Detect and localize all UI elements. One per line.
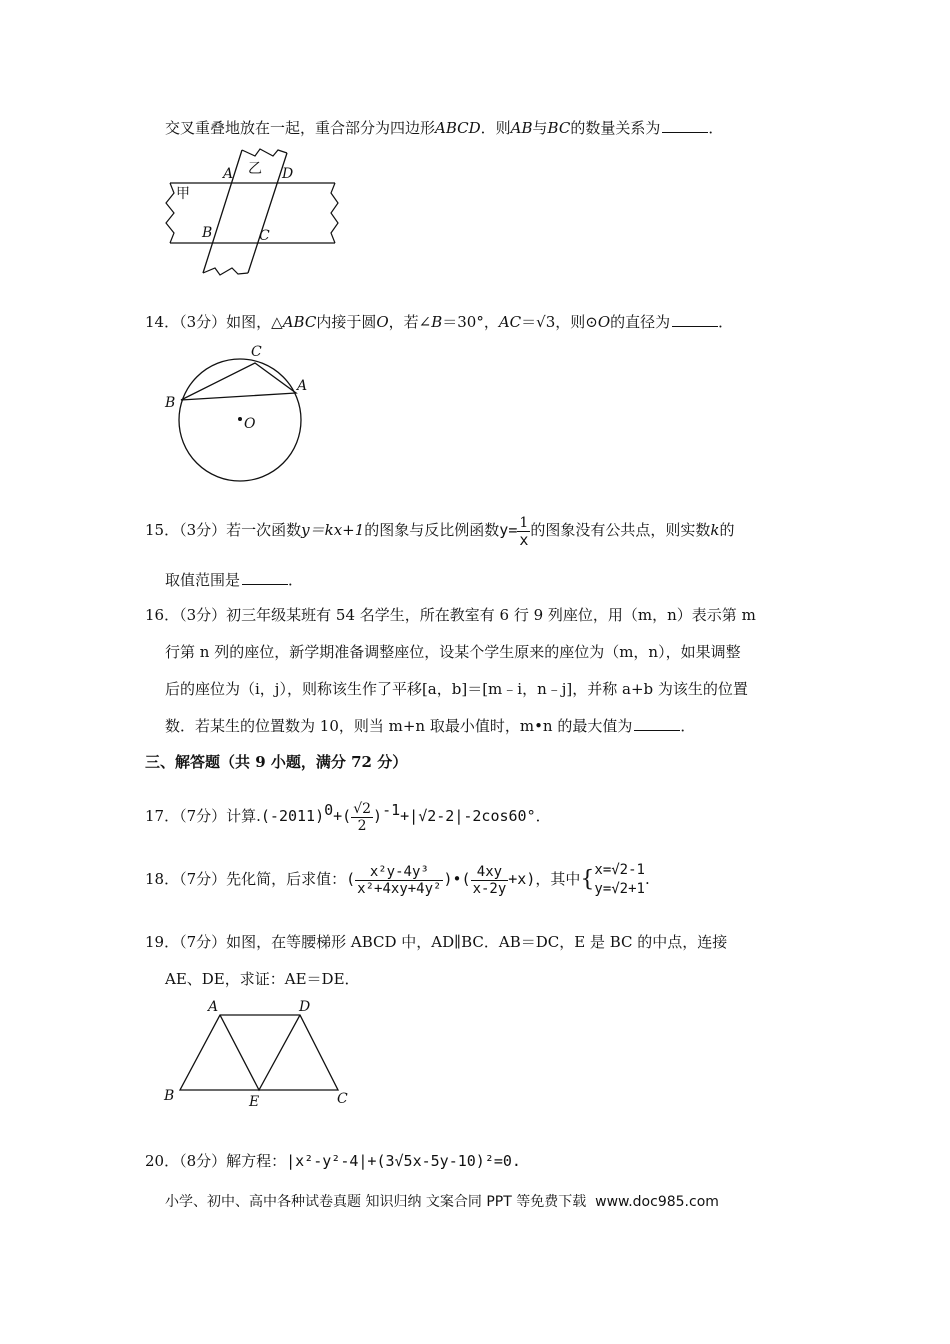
answer-blank [242,570,288,585]
label-C: C [259,228,270,244]
q16-line3: 后的座位为（i，j），则称该生作了平移[a，b]＝[m﹣i，n﹣j]，并称 a+b 为该生的位置 [165,680,748,698]
label-B: B [202,225,213,241]
answer-blank [634,716,680,731]
label-A: A [223,166,234,182]
label-C: C [337,1091,348,1107]
q15-line2: 取值范围是 ． [165,571,304,589]
q18-line: 18．（7分）先化简，后求值：( $\frac{\text{x²y-4y³}}{\text{x²+4xy+4y²}}$ )•( $\frac{4xy}{x-2y}$ +x)，其中{ x=√2-1 y=√2+1 . [145,862,650,897]
label-C: C [251,344,262,360]
label-B: B [165,395,176,411]
answer-blank [662,118,708,133]
q19-figure [160,995,360,1110]
q17-line: 17．（7分）计算$.(-2011)^0+$( $\frac{√2}{2}$ )$^{-1}$+|√2-2|-2cos60°． [145,800,551,834]
label-O: O [244,416,256,432]
label-A: A [208,999,219,1015]
q16-line1: 16．（3分）初三年级某班有 54 名学生，所在教室有 6 行 9 列座位，用（m，n）表示第 m [145,606,756,624]
label-jia: 甲 [176,186,190,202]
footer-url[interactable]: www.doc985.com [595,1194,719,1210]
q14-figure [160,340,320,485]
q13-figure [160,148,350,278]
label-D: D [299,999,311,1015]
q20-line: 20．（8分）解方程：|x²-y²-4|+(3√5x-5y-10)²=0. [145,1152,521,1170]
answer-blank [672,312,718,327]
fraction: $\frac{1}{x}$ [519,514,529,549]
page-footer: 小学、初中、高中各种试卷真题 知识归纳 文案合同 PPT 等免费下载 www.doc985.com [165,1194,719,1210]
q19-line2: AE、DE，求证：AE＝DE． [165,970,360,988]
fraction: $\frac{4xy}{x-2y}$ [472,863,507,897]
q14-line: 14．（3分）如图，△ABC内接于圆O，若∠B＝30°，AC＝√3，则⊙O的直径为 ． [145,313,734,331]
q16-line4: 数．若某生的位置数为 10，则当 m+n 取最小值时，m•n 的最大值为 ． [165,717,696,735]
label-D: D [282,166,294,182]
fraction: $\frac{\text{x²y-4y³}}{\text{x²+4xy+4y²}}$ [357,863,442,897]
label-yi: 乙 [248,161,262,177]
q19-line1: 19．（7分）如图，在等腰梯形 ABCD 中，AD∥BC．AB＝DC，E 是 BC 的中点，连接 [145,933,728,951]
q13-line: 交叉重叠地放在一起，重合部分为四边形ABCD．则AB与BC的数量关系为 ． [165,119,724,137]
label-E: E [249,1094,260,1110]
fraction: $\frac{√2}{2}$ [353,800,372,834]
label-B: B [164,1088,175,1104]
q16-line2: 行第 n 列的座位，新学期准备调整座位，设某个学生原来的座位为（m，n），如果调整 [165,643,741,661]
q15-line1: 15．（3分）若一次函数y＝kx+1的图象与反比例函数y= $\frac{1}{x}$ 的图象没有公共点，则实数k的 [145,514,735,549]
section-heading: 三、解答题（共 9 小题，满分 72 分） [145,753,408,771]
label-A: A [297,378,308,394]
